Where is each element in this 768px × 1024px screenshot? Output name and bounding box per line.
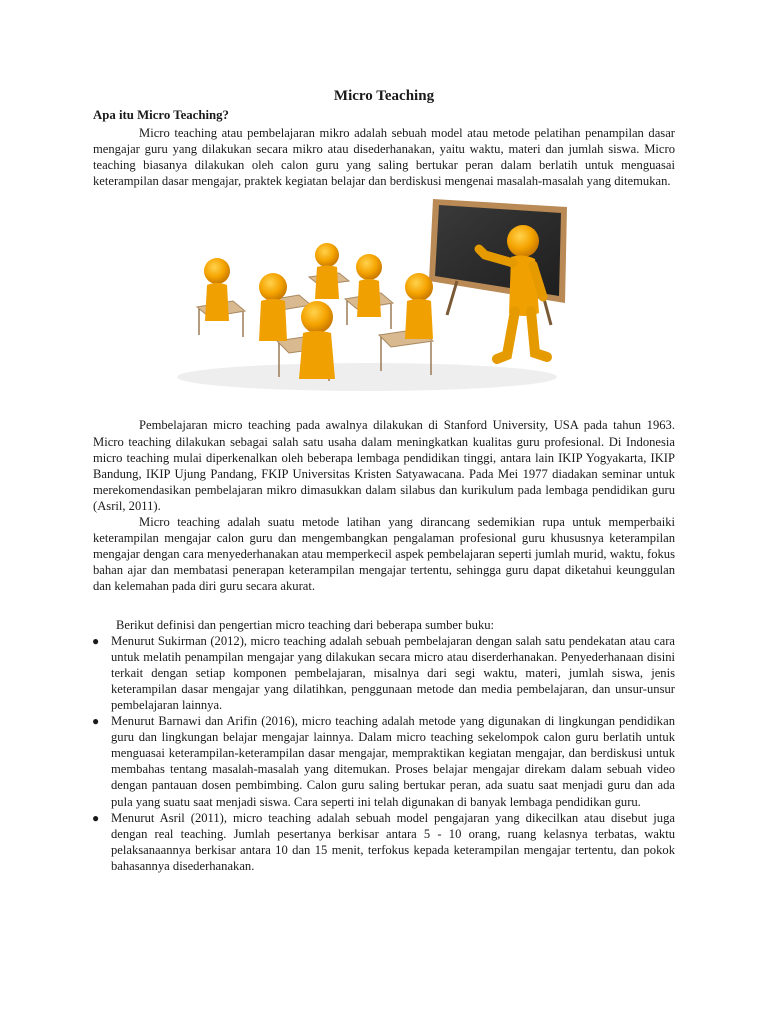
paragraph-2: Pembelajaran micro teaching pada awalnya dilakukan di Stanford University, USA pada tahun 1963. Micro teaching dilakukan sebagai salah satu usaha dalam meningkatkan kualitas guru profesional. Di Indonesia micro teaching mulai diperkenalkan oleh beberapa lembaga pendidikan tinggi, antara lain IKIP Yogyakarta, IKIP Bandung, IKIP Ujung Pandang, FKIP Universitas Kristen Satyawacana. Pada Mei 1977 diadakan seminar untuk merekomendasikan pembelajaran mikro dimasukkan dalam silabus dan kurikulum pada lembaga pendidikan guru (Asril, 2011).	[93, 418, 675, 513]
paragraph-1: Micro teaching atau pembelajaran mikro adalah sebuah model atau metode pelatihan penampilan dasar mengajar guru yang dilakukan secara mikro atau disederhanakan, yaitu waktu, materi dan jumlah siswa. Micro teaching biasanya dilakukan oleh calon guru yang saling bertukar peran dalam berlatih untuk menguasai keterampilan dasar mengajar, praktek kegiatan belajar dan berdiskusi mengenai masalah-masalah yang ditemukan.	[93, 126, 675, 189]
student-3	[315, 243, 339, 299]
definition-text: Menurut Asril (2011), micro teaching adalah sebuah model pengajaran yang dikecilkan atau disebut juga dengan real teaching. Jumlah pesertanya berkisar antara 5 - 10 orang, ruang kelasnya terbatas, waktu pelaksanaannya berkisar antara 10 dan 15 menit, terfokus kepada keterampilan mengajar tertentu, dan pokok bahasannya disederhanakan.	[111, 810, 675, 873]
section-subtitle: Apa itu Micro Teaching?	[93, 108, 229, 122]
classroom-illustration	[167, 195, 599, 395]
list-item	[93, 713, 675, 810]
paragraph-3: Micro teaching adalah suatu metode latihan yang dirancang sedemikian rupa untuk memperbaiki keterampilan mengajar calon guru dan mengembangkan pengalaman profesional guru khususnya keterampilan mengajar dengan cara menyederhanakan atau memperkecil aspek pembelajaran seperti jumlah murid, waktu, fokus bahan ajar dan membatasi penerapan keterampilan mengajar tertentu, sehingga guru dapat diketahui keunggulan dan kelemahan pada diri guru secara akurat.	[93, 515, 675, 594]
definition-text: Menurut Sukirman (2012), micro teaching adalah sebuah pembelajaran dengan salah satu pendekatan atau cara untuk melatih penampilan mengajar yang dilakukan secara micro atau diserderhanakan. Penyederhanaan disini terkait dengan setiap komponen pembelajaran, misalnya dari segi waktu, materi, jumlah siswa, jenis keterampilan dasar mengajar yang dilatihkan, penggunaan metode dan media pembelajaran, dan unsur-unsur pembelajaran lainnya.	[111, 633, 675, 712]
bullet-icon: ●	[92, 714, 100, 729]
student-2	[259, 273, 287, 341]
list-item	[93, 633, 675, 713]
page-title: Micro Teaching	[333, 88, 435, 104]
definitions-intro: Berikut definisi dan pengertian micro teaching dari beberapa sumber buku:	[116, 617, 495, 632]
student-4	[356, 254, 382, 317]
student-6	[299, 301, 335, 379]
list-item	[93, 810, 675, 874]
definition-text: Menurut Barnawi dan Arifin (2016), micro teaching adalah metode yang digunakan di lingkungan pendidikan guru dan lingkungan belajar mengajar lainnya. Dalam micro teaching sekelompok calon guru berlatih untuk menguasai keterampilan-keterampilan dasar mengajar, mempraktikan kegiatan mengajar, dan berdiskusi untuk membahas tentang masalah-masalah yang ditemukan. Proses belajar mengajar direkam dalam sebuah video dengan pantauan dosen pembimbing. Calon guru saling bertukar peran, ada suatu saat menjadi guru dan ada pula yang suatu saat menjadi siswa. Cara seperti ini telah digunakan di banyak lembaga pendidikan guru.	[111, 714, 675, 809]
definitions-list	[93, 633, 675, 874]
bullet-icon: ●	[92, 810, 100, 825]
student-5	[405, 273, 433, 339]
document-body	[93, 86, 675, 874]
student-1	[204, 258, 230, 321]
bullet-icon: ●	[92, 633, 100, 648]
